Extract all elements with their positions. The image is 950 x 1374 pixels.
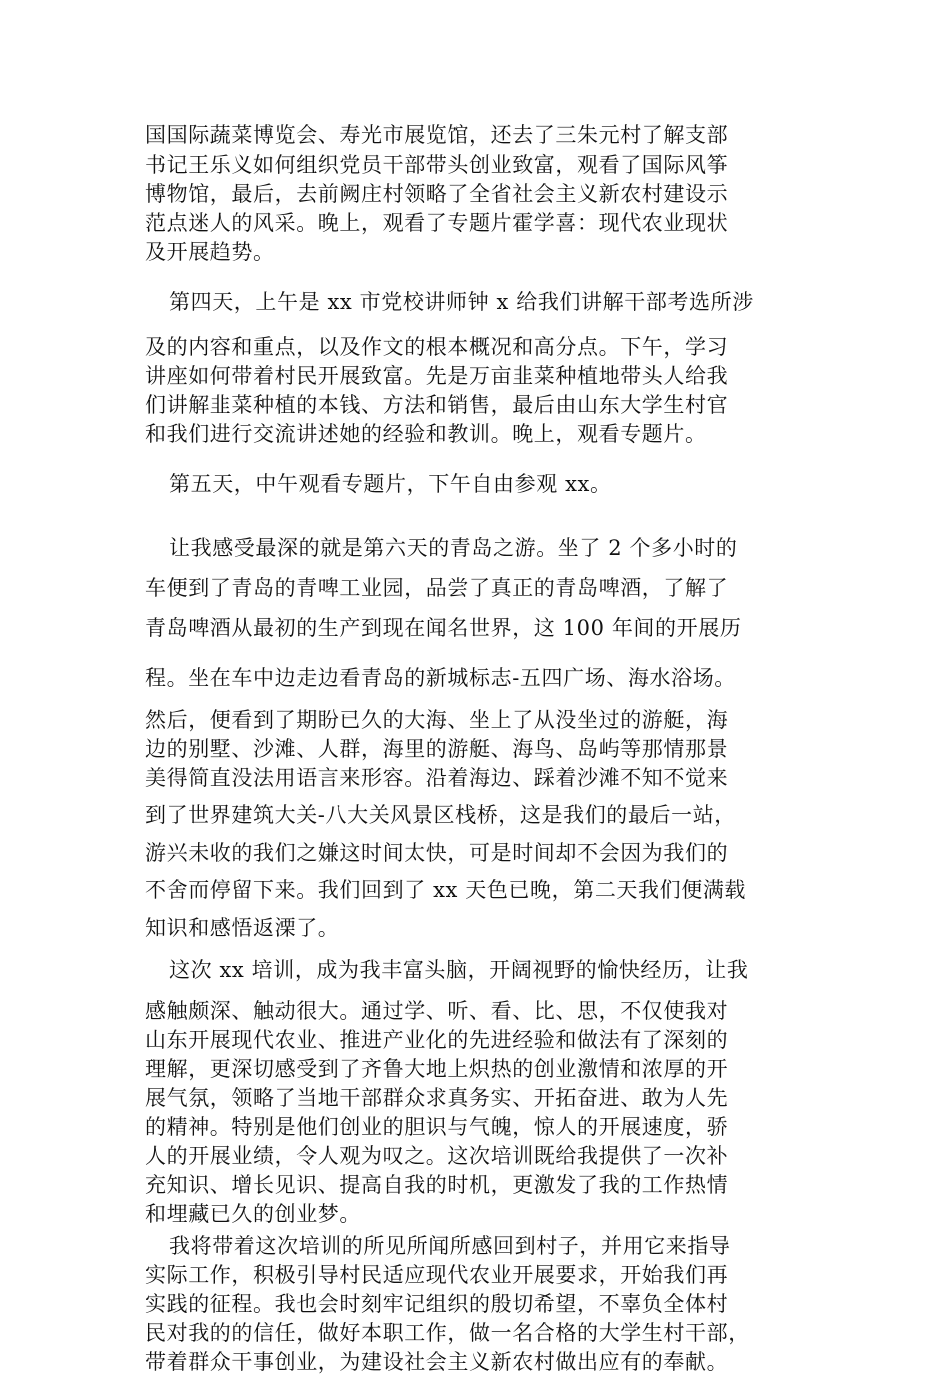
text-line: 博物馆，最后，去前阙庄村领略了全省社会主义新农村建设示 <box>145 182 729 206</box>
text-line: 第五天，中午观看专题片，下午自由参观 xx。 <box>169 472 612 496</box>
text-line: 这次 xx 培训，成为我丰富头脑，开阔视野的愉快经历，让我 <box>169 958 749 982</box>
text-line: 和埋藏已久的创业梦。 <box>145 1202 361 1226</box>
text-line: 书记王乐义如何组织党员干部带头创业致富，观看了国际风筝 <box>145 153 729 177</box>
text-line: 山东开展现代农业、推进产业化的先进经验和做法有了深刻的 <box>145 1028 729 1052</box>
text-line: 实际工作，积极引导村民适应现代农业开展要求，开始我们再 <box>145 1263 729 1287</box>
text-line: 车便到了青岛的青啤工业园，品尝了真正的青岛啤酒，了解了 <box>145 576 729 600</box>
text-line: 展气氛，领略了当地干部群众求真务实、开拓奋进、敢为人先 <box>145 1086 729 1110</box>
text-line: 美得简直没法用语言来形容。沿着海边、踩着沙滩不知不觉来 <box>145 766 729 790</box>
text-line: 的精神。特别是他们创业的胆识与气魄，惊人的开展速度，骄 <box>145 1115 729 1139</box>
text-line: 不舍而停留下来。我们回到了 xx 天色已晚，第二天我们便满载 <box>145 878 747 902</box>
text-line: 知识和感悟返溧了。 <box>145 916 340 940</box>
text-line: 及开展趋势。 <box>145 240 275 264</box>
text-line: 们讲解韭菜种植的本钱、方法和销售，最后由山东大学生村官 <box>145 393 729 417</box>
text-line: 人的开展业绩，令人观为叹之。这次培训既给我提供了一次补 <box>145 1144 729 1168</box>
text-line: 带着群众干事创业，为建设社会主义新农村做出应有的奉献。 <box>145 1350 729 1374</box>
text-line: 国国际蔬菜博览会、寿光市展览馆，还去了三朱元村了解支部 <box>145 123 729 147</box>
text-line: 民对我的的信任，做好本职工作，做一名合格的大学生村干部， <box>145 1321 750 1345</box>
text-line: 边的别墅、沙滩、人群，海里的游艇、海鸟、岛屿等那情那景 <box>145 737 729 761</box>
text-line: 游兴未收的我们之嫌这时间太快，可是时间却不会因为我们的 <box>145 841 729 865</box>
text-line: 然后，便看到了期盼已久的大海、坐上了从没坐过的游艇，海 <box>145 708 729 732</box>
text-line: 我将带着这次培训的所见所闻所感回到村子，并用它来指导 <box>169 1234 731 1258</box>
text-line: 到了世界建筑大关-八大关风景区栈桥，这是我们的最后一站， <box>145 803 736 827</box>
text-line: 充知识、增长见识、提高自我的时机，更激发了我的工作热情 <box>145 1173 729 1197</box>
text-line: 和我们进行交流讲述她的经验和教训。晚上，观看专题片。 <box>145 422 707 446</box>
text-line: 及的内容和重点，以及作文的根本概况和高分点。下午，学习 <box>145 335 729 359</box>
text-line: 理解，更深切感受到了齐鲁大地上炽热的创业激情和浓厚的开 <box>145 1057 729 1081</box>
text-line: 讲座如何带着村民开展致富。先是万亩韭菜种植地带头人给我 <box>145 364 729 388</box>
text-line: 程。坐在车中边走边看青岛的新城标志-五四广场、海水浴场。 <box>145 666 736 690</box>
text-line: 青岛啤酒从最初的生产到现在闻名世界，这 100 年间的开展历 <box>145 616 742 640</box>
text-line: 感触颇深、触动很大。通过学、听、看、比、思，不仅使我对 <box>145 999 729 1023</box>
text-line: 范点迷人的风采。晚上，观看了专题片霍学喜：现代农业现状 <box>145 211 729 235</box>
text-line: 实践的征程。我也会时刻牢记组织的殷切希望，不辜负全体村 <box>145 1292 729 1316</box>
text-line: 让我感受最深的就是第六天的青岛之游。坐了 2 个多小时的 <box>169 536 738 560</box>
text-line: 第四天，上午是 xx 市党校讲师钟 x 给我们讲解干部考选所涉 <box>169 290 754 314</box>
